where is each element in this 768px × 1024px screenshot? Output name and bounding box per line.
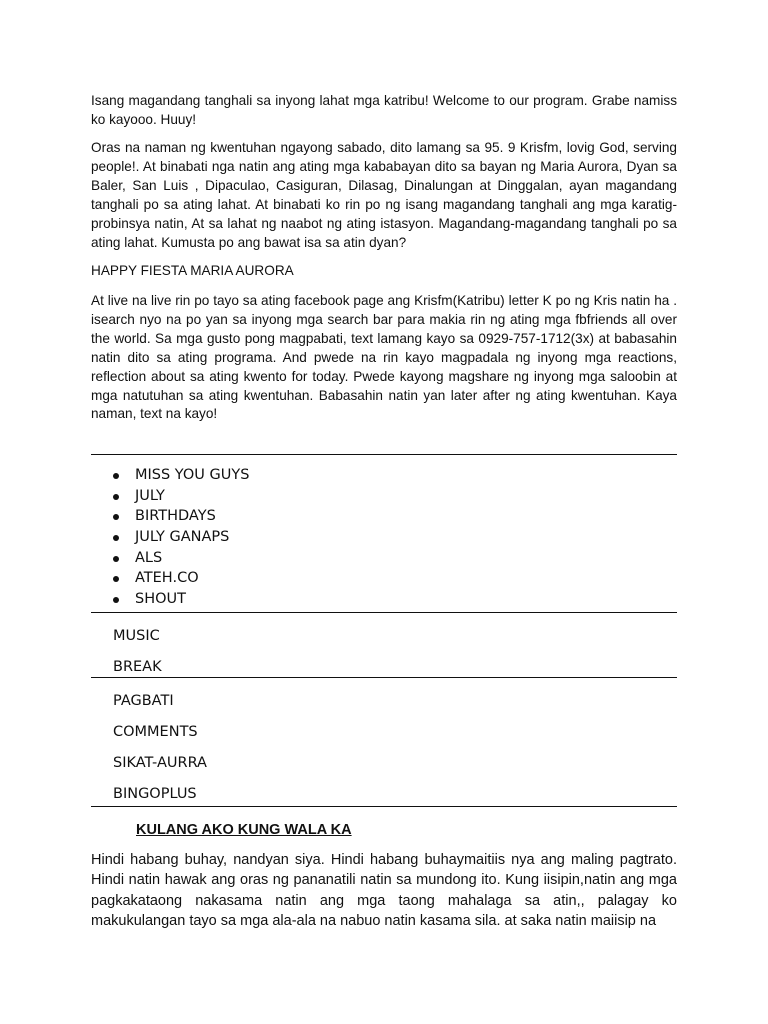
- intro-paragraph: Oras na naman ng kwentuhan ngayong sabado, dito lamang sa 95. 9 Krisfm, lovig God, serving people!. At binabati nga natin ang ating mga kababayan dito sa bayan ng Maria Aurora, Dyan sa Baler, San Luis , Dipaculao, Casiguran, Dilasag, Dinalungan at Dinggalan, ayan magandang tanghali po sa ating lahat. At binabati ko rin po ng isang magandang tanghali ang mga karatig-probinsya natin, At sa lahat ng naabot ng ating istasyon. Magandang-magandang tanghali po sa ating lahat. Kumusta po ang bawat isa sa atin dyan?: [91, 140, 677, 250]
- divider-line: [91, 612, 677, 613]
- divider-line: [91, 454, 677, 455]
- list-item-label: JULY: [135, 487, 165, 504]
- bullet-icon: [113, 535, 119, 541]
- greeting-paragraph: Isang magandang tanghali sa inyong lahat mga katribu! Welcome to our program. Grabe namiss ko kayooo. Huuy!: [91, 93, 677, 127]
- segment-comments: COMMENTS: [113, 724, 198, 740]
- list-item: [91, 548, 249, 569]
- fiesta-heading: HAPPY FIESTA MARIA AURORA: [91, 263, 294, 278]
- bullet-icon: [113, 514, 119, 520]
- list-item: [91, 568, 249, 589]
- list-item: [91, 486, 249, 507]
- rundown-list: [91, 465, 249, 610]
- segment-bingoplus: BINGOPLUS: [113, 786, 197, 802]
- bullet-icon: [113, 556, 119, 562]
- facebook-paragraph: At live na live rin po tayo sa ating facebook page ang Krisfm(Katribu) letter K po ng Kris natin ha . isearch nyo na po yan sa inyong mga search bar para makia rin ng ating mga fbfriends all over the world. Sa mga gusto pong magpabati, text lamang kayo sa 0929-757-1712(3x) at babasahin natin dito sa ating programa. And pwede na rin kayo magpadala ng inyong mga reactions, reflection about sa ating kwento for today. Pwede kayong magshare ng inyong mga saloobin at mga natutuhan sa ating kwentuhan. Babasahin natin yan later after ng ating kwentuhan. Kaya naman, text na kayo!: [91, 293, 677, 422]
- divider-line: [91, 806, 677, 807]
- list-item-label: JULY GANAPS: [135, 529, 230, 546]
- divider-line: [91, 677, 677, 678]
- list-item: [91, 506, 249, 527]
- bullet-icon: [113, 576, 119, 582]
- bullet-icon: [113, 597, 119, 603]
- segment-break: BREAK: [113, 659, 162, 675]
- list-item: [91, 465, 249, 486]
- list-item-label: ALS: [135, 549, 163, 566]
- segment-pagbati: PAGBATI: [113, 693, 174, 709]
- story-body: Hindi habang buhay, nandyan siya. Hindi habang buhaymaitiis nya ang maling pagtrato. Hindi natin hawak ang oras ng pananatili natin sa mundong ito. Kung iisipin,natin ang mga pagkakataong nakasama natin ang mga taong mahalaga sa atin,, palagay ko makukulangan tayo sa mga ala-ala na nabuo natin kasama sila. at saka natin maiisip na: [91, 852, 677, 929]
- bullet-icon: [113, 473, 119, 479]
- list-item-label: ATEH.CO: [135, 570, 199, 587]
- list-item-label: SHOUT: [135, 591, 186, 608]
- list-item: [91, 527, 249, 548]
- segment-sikat-aurra: SIKAT-AURRA: [113, 755, 207, 771]
- bullet-icon: [113, 494, 119, 500]
- segment-music: MUSIC: [113, 628, 160, 644]
- list-item-label: MISS YOU GUYS: [135, 467, 250, 483]
- story-title: KULANG AKO KUNG WALA KA: [136, 822, 352, 838]
- list-item: [91, 589, 249, 610]
- list-item-label: BIRTHDAYS: [135, 508, 216, 525]
